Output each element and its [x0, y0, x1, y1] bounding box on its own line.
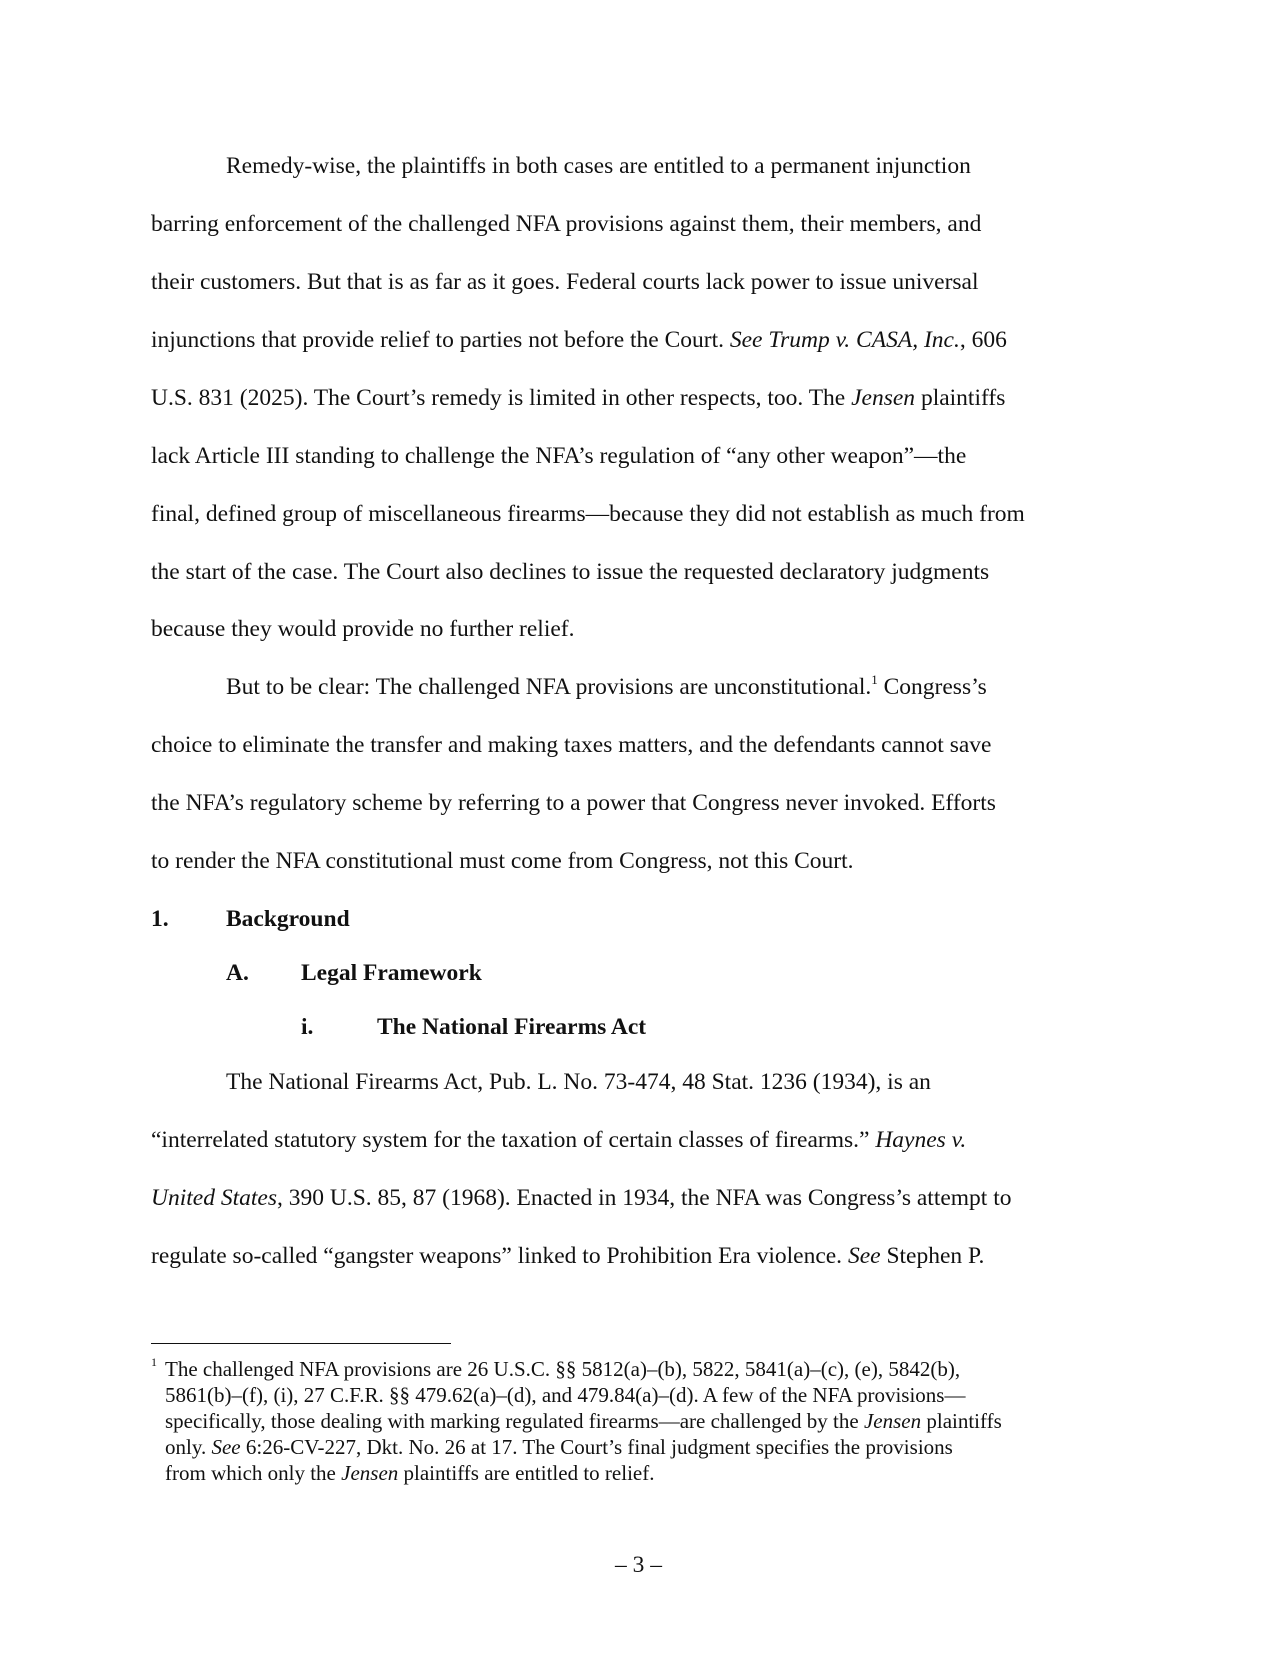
- body-text-line: to render the NFA constitutional must come from Congress, not this Court.: [151, 848, 854, 874]
- text-span: Stephen P.: [880, 1243, 985, 1269]
- body-text-line: choice to eliminate the transfer and making taxes matters, and the defendants cannot save: [151, 732, 992, 758]
- text-span: But to be clear: The challenged NFA provisions are unconstitutional.: [226, 674, 872, 700]
- text-span: plaintiffs: [915, 385, 1006, 411]
- body-text-line: the start of the case. The Court also declines to issue the requested declaratory judgments: [151, 559, 990, 585]
- body-text-line: [151, 329, 1007, 353]
- heading-number: A.: [226, 960, 249, 986]
- body-text-line: [151, 1129, 966, 1153]
- body-text-line: final, defined group of miscellaneous firearms—because they did not establish as much from: [151, 501, 1025, 527]
- signal-word: See: [847, 1243, 881, 1269]
- case-name: United States: [151, 1185, 277, 1211]
- text-span: U.S. 831 (2025). The Court’s remedy is limited in other respects, too. The: [151, 385, 852, 411]
- body-text-line: barring enforcement of the challenged NFA provisions against them, their members, and: [151, 211, 982, 237]
- text-span: specifically, those dealing with marking regulated firearms—are challenged by the: [165, 1409, 864, 1433]
- text-span: plaintiffs are entitled to relief.: [398, 1461, 655, 1485]
- text-span: , 390 U.S. 85, 87 (1968). Enacted in 1934, the NFA was Congress’s attempt to: [276, 1185, 1012, 1211]
- body-text-line: The National Firearms Act, Pub. L. No. 73-474, 48 Stat. 1236 (1934), is an: [226, 1069, 931, 1095]
- footnote-separator: [151, 1343, 451, 1344]
- text-span: regulate so-called “gangster weapons” linked to Prohibition Era violence.: [151, 1243, 848, 1269]
- footnote-mark: 1: [151, 1355, 157, 1369]
- subsection-heading: Legal Framework: [301, 960, 482, 986]
- body-text-line: lack Article III standing to challenge the NFA’s regulation of “any other weapon”—the: [151, 443, 967, 469]
- body-text-line: [151, 387, 1005, 411]
- text-span: Congress’s: [877, 674, 987, 700]
- heading-number: 1.: [151, 906, 169, 932]
- body-text-line: [226, 672, 987, 700]
- text-span: injunctions that provide relief to parties not before the Court.: [151, 327, 730, 353]
- case-name: Jensen: [863, 1409, 922, 1433]
- body-text-line: their customers. But that is as far as it goes. Federal courts lack power to issue universal: [151, 269, 979, 295]
- body-text-line: Remedy-wise, the plaintiffs in both cases are entitled to a permanent injunction: [226, 153, 971, 179]
- body-text-line: the NFA’s regulatory scheme by referring to a power that Congress never invoked. Efforts: [151, 790, 996, 816]
- case-name: Jensen: [851, 385, 916, 411]
- case-name: Jensen: [341, 1461, 399, 1485]
- case-citation: See Trump v. CASA, Inc.: [729, 327, 960, 353]
- text-span: plaintiffs: [921, 1409, 1002, 1433]
- subsubsection-heading: The National Firearms Act: [377, 1014, 647, 1040]
- body-text-line: [151, 1187, 1012, 1211]
- body-text-line: [151, 1245, 984, 1269]
- text-span: from which only the: [165, 1461, 342, 1485]
- heading-number: i.: [301, 1014, 314, 1040]
- section-heading: Background: [226, 906, 350, 932]
- footnote-line: [165, 1437, 953, 1458]
- footnote-line: [165, 1463, 654, 1484]
- case-name: Haynes v.: [875, 1127, 967, 1153]
- text-span: only.: [165, 1435, 212, 1459]
- text-span: “interrelated statutory system for the taxation of certain classes of firearms.”: [151, 1127, 876, 1153]
- page-number: – 3 –: [615, 1552, 662, 1578]
- footnote-line: The challenged NFA provisions are 26 U.S.C. §§ 5812(a)–(b), 5822, 5841(a)–(c), (e), 5842(b),: [165, 1357, 961, 1381]
- text-span: 6:26-CV-227, Dkt. No. 26 at 17. The Court’s final judgment specifies the provisions: [240, 1435, 953, 1459]
- body-text-line: because they would provide no further relief.: [151, 616, 575, 642]
- footnote-line: 5861(b)–(f), (i), 27 C.F.R. §§ 479.62(a)–(d), and 479.84(a)–(d). A few of the NFA provisions—: [165, 1383, 966, 1407]
- text-span: , 606: [959, 327, 1007, 353]
- footnote-reference[interactable]: 1: [871, 672, 878, 687]
- signal-word: See: [211, 1435, 241, 1459]
- footnote-line: [165, 1411, 1002, 1432]
